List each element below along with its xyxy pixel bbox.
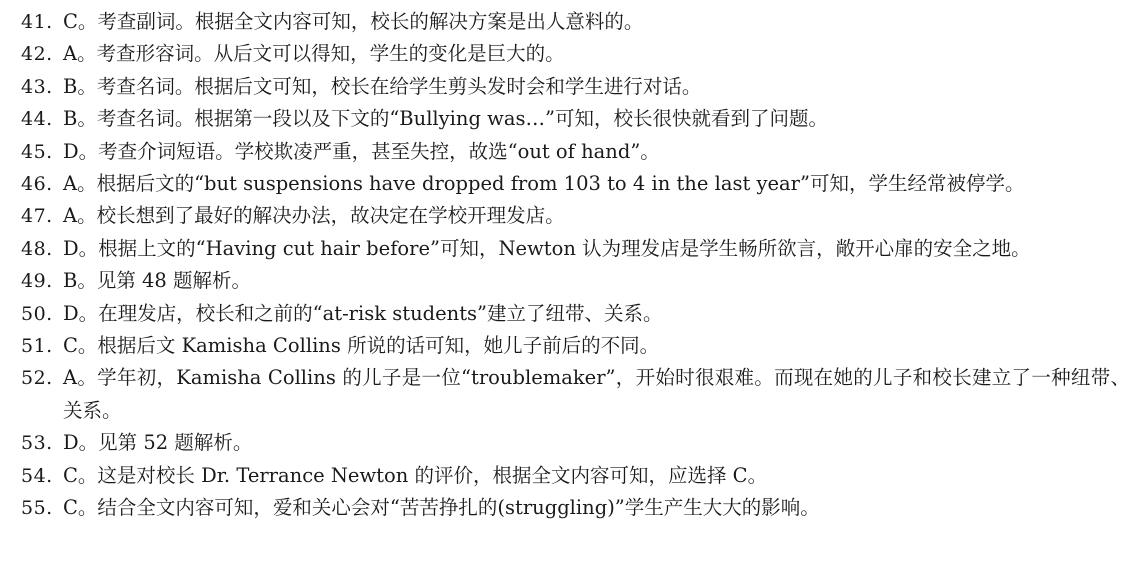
answer-item-48 (21, 233, 1130, 265)
answer-explanation: A。根据后文的“but suspensions have dropped from 103 to 4 in the last year”可知，学生经常被停学。 (63, 172, 1025, 196)
answer-item-47 (21, 200, 1130, 232)
answer-item-42 (21, 38, 1130, 70)
question-number: 49. (21, 270, 53, 293)
answer-item-54 (21, 460, 1130, 492)
answer-explanation: A。学年初，Kamisha Collins 的儿子是一位“troublemaker”，开始时很艰难。而现在她的儿子和校长建立了一种纽带、关系。 (63, 366, 1130, 422)
question-number: 50. (21, 302, 53, 325)
answer-explanation: B。见第 48 题解析。 (63, 269, 252, 293)
answer-item-43 (21, 71, 1130, 103)
answer-explanation: A。考查形容词。从后文可以得知，学生的变化是巨大的。 (63, 42, 565, 66)
answer-item-52 (21, 362, 1130, 427)
question-number: 55. (21, 497, 53, 520)
answer-explanation: D。根据上文的“Having cut hair before”可知，Newton 认为理发店是学生畅所欲言，敞开心扉的安全之地。 (63, 236, 1031, 260)
answer-explanation: C。根据后文 Kamisha Collins 所说的话可知，她儿子前后的不同。 (63, 334, 660, 358)
answer-item-45 (21, 136, 1130, 168)
answer-explanation: D。在理发店，校长和之前的“at-risk students”建立了纽带、关系。 (63, 301, 663, 325)
answer-explanation: B。考查名词。根据第一段以及下文的“Bullying was…”可知，校长很快就看到了问题。 (63, 107, 828, 131)
answer-explanation: C。这是对校长 Dr. Terrance Newton 的评价，根据全文内容可知，应选择 C。 (63, 463, 768, 487)
question-number: 52. (21, 367, 53, 390)
answer-item-50 (21, 298, 1130, 330)
answer-explanation: D。考查介词短语。学校欺凌严重，甚至失控，故选“out of hand”。 (63, 139, 660, 163)
answer-item-55 (21, 492, 1130, 524)
question-number: 47. (21, 205, 53, 228)
question-number: 51. (21, 335, 53, 358)
answer-explanation: A。校长想到了最好的解决办法，故决定在学校开理发店。 (63, 204, 565, 228)
question-number: 44. (21, 108, 53, 131)
question-number: 45. (21, 140, 53, 163)
answer-item-49 (21, 265, 1130, 297)
answer-item-44 (21, 103, 1130, 135)
question-number: 53. (21, 432, 53, 455)
answer-item-41 (21, 6, 1130, 38)
answer-explanation: C。结合全文内容可知，爱和关心会对“苦苦挣扎的(struggling)”学生产生大大的影响。 (63, 496, 820, 520)
answer-explanation: D。见第 52 题解析。 (63, 431, 253, 455)
question-number: 48. (21, 237, 53, 260)
answer-item-51 (21, 330, 1130, 362)
question-number: 54. (21, 464, 53, 487)
question-number: 43. (21, 75, 53, 98)
question-number: 41. (21, 11, 53, 33)
answer-explanation: B。考查名词。根据后文可知，校长在给学生剪头发时会和学生进行对话。 (63, 74, 702, 98)
answer-explanation: C。考查副词。根据全文内容可知，校长的解决方案是出人意料的。 (63, 10, 644, 33)
answer-item-53 (21, 427, 1130, 459)
question-number: 42. (21, 43, 53, 66)
question-number: 46. (21, 173, 53, 196)
answer-item-46 (21, 168, 1130, 200)
